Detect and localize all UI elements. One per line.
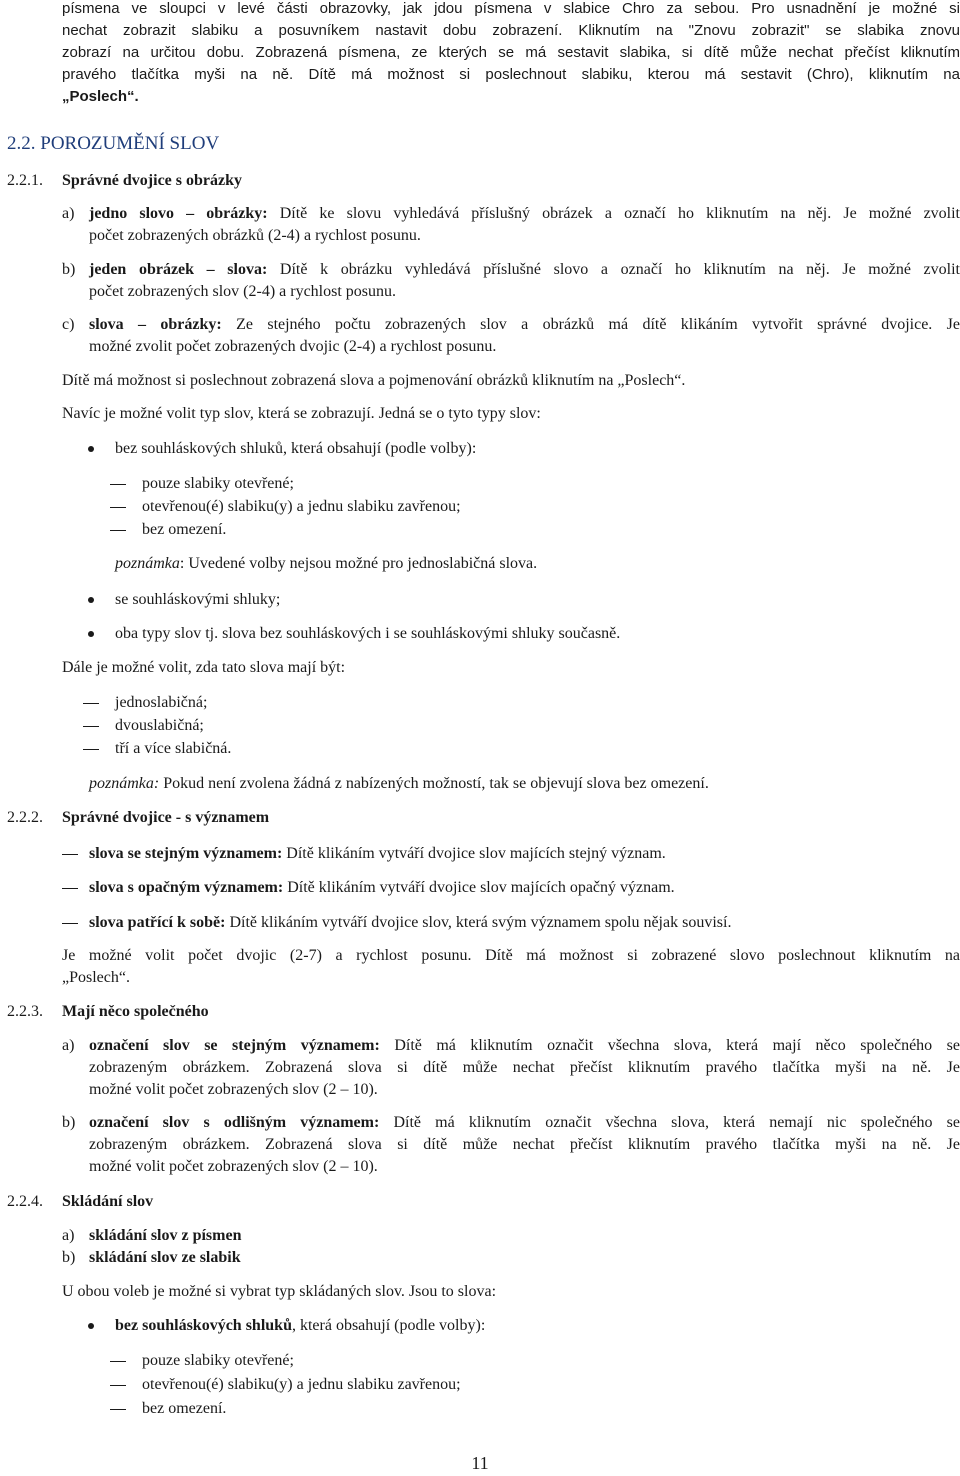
paragraph: Dále je možné volit, zda tato slova mají být: [62,659,346,676]
dash-icon [83,749,99,750]
bullet-bold: bez souhláskových shluků [115,1317,292,1334]
item-text: Dítě klikáním vytváří dvojice slov majících opačný význam. [283,879,675,896]
list-item-b [62,1112,960,1178]
dash-text: pouze slabiky otevřené; [142,1352,294,1369]
item-text: Dítě klikáním vytváří dvojice slov majících stejný význam. [282,845,666,862]
dash-icon [62,888,78,889]
dash-icon [110,1385,126,1386]
intro-line: pravého tlačítka myši na ně. Dítě má možnost si poslechnout slabiku, kterou má sestavit (Chro), kliknutím na [62,66,960,83]
bullet-item [62,438,476,460]
dash-item [62,912,731,934]
bullet-text: se souhláskovými shluky; [115,591,281,608]
intro-line: zobrazí na určitou dobu. Zobrazená písmena, ze kterých se má sestavit slabika, si dítě může nechat přečíst kliknutím [62,44,960,61]
dash-text: bez omezení. [142,521,227,538]
item-bold: jedno slovo – obrázky: [89,205,268,222]
bullet-text: oba typy slov tj. slova bez souhláskových i se souhláskovými shluky současně. [115,625,621,642]
subsection-number: 2.2.1. [7,172,43,189]
dash-icon [83,703,99,704]
bullet-item [62,1315,485,1337]
item-text: počet zobrazených slov (2-4) a rychlost posunu. [89,283,397,300]
subsection-title: Mají něco společného [62,1003,209,1020]
bullet-item [62,623,620,645]
item-bold: slova se stejným významem: [89,845,283,862]
intro-line: „Poslech“. [62,88,139,105]
paragraph: U obou voleb je možné si vybrat typ skládaných slov. Jsou to slova: [62,1283,497,1300]
item-text: zobrazeným obrázkem. Zobrazená slova si dítě může nechat přečíst kliknutím pravého tlačítka myši na ně. Je [89,1136,960,1153]
dash-text: otevřenou(é) slabiku(y) a jednu slabiku zavřenou; [142,498,461,515]
item-text: Ze stejného počtu zobrazených slov a obrázků má dítě klikáním vytvořit správné dvojice. Je [221,316,960,333]
bullet-icon [88,446,94,452]
intro-paragraph [62,0,960,108]
item-text: možné zvolit počet zobrazených dvojic (2-4) a rychlost posunu. [89,338,497,355]
intro-line: nechat zobrazit slabiku a posuvníkem nastavit dobu zobrazení. Kliknutím na "Znovu zobrazit" se slabika znovu [62,22,960,39]
item-bold: označení slov se stejným významem: [89,1037,380,1054]
bullet-item [62,589,280,611]
item-text: počet zobrazených obrázků (2-4) a rychlost posunu. [89,227,421,244]
list-marker: a) [62,205,75,222]
item-text: zobrazeným obrázkem. Zobrazená slova si dítě může nechat přečíst kliknutím pravého tlačítka myši na ně. Je [89,1059,960,1076]
list-marker: b) [62,1249,76,1266]
bullet-text: , která obsahují (podle volby): [291,1317,486,1334]
item-bold: skládání slov z písmen [89,1227,242,1244]
subsection-title: Správné dvojice s obrázky [62,172,242,189]
list-item-a [62,203,960,247]
subsection-title: Správné dvojice - s významem [62,809,270,826]
bullet-icon [88,597,94,603]
subsection-number: 2.2.4. [7,1193,43,1210]
item-bold: označení slov s odlišným významem: [89,1114,380,1131]
subsection-title: Skládání slov [62,1193,154,1210]
item-text: Dítě má kliknutím označit všechna slova, která mají něco společného se [379,1037,960,1054]
dash-icon [62,854,78,855]
item-text: Dítě klikáním vytváří dvojice slov, která svým významem spolu nějak souvisí. [225,914,732,931]
dash-icon [110,1361,126,1362]
item-bold: slova patřící k sobě: [89,914,226,931]
page-number: 11 [471,1453,489,1473]
item-text: Dítě ke slovu vyhledává příslušný obrázek a označí ho kliknutím na něj. Je možné zvolit [267,205,960,222]
section-heading-2-2: 2.2. POROZUMĚNÍ SLOV [7,133,220,154]
list-marker: b) [62,261,76,278]
item-bold: skládání slov ze slabik [89,1249,241,1266]
paragraph-line: Je možné volit počet dvojic (2-7) a rychlost posunu. Dítě má možnost si zobrazené slovo poslechnout kliknutím na [62,947,960,964]
list-marker: b) [62,1114,76,1131]
list-marker: a) [62,1227,75,1244]
dash-item [62,1350,294,1372]
item-bold: slova – obrázky: [89,316,222,333]
dash-icon [110,507,126,508]
dash-icon [110,1409,126,1410]
list-item-c [62,314,960,358]
item-text: možné volit počet zobrazených slov (2 – 10). [89,1081,378,1098]
dash-item [62,473,294,495]
list-item-b [62,1247,960,1269]
note-text: Pokud není zvolena žádná z nabízených možností, tak se objevují slova bez omezení. [159,775,709,792]
list-marker: c) [62,316,75,333]
dash-text: otevřenou(é) slabiku(y) a jednu slabiku zavřenou; [142,1376,461,1393]
dash-item [62,738,231,760]
list-item-b [62,259,960,303]
intro-line: písmena ve sloupci v levé části obrazovky, jak jdou písmena v slabice Chro za sebou. Pro usnadnění je možné si [62,0,960,17]
subsection-number: 2.2.2. [7,809,43,826]
dash-text: bez omezení. [142,1400,227,1417]
dash-item [62,715,204,737]
note [115,553,537,575]
dash-item [62,1398,226,1420]
paragraph-line: „Poslech“. [62,969,130,986]
dash-item [62,877,675,899]
dash-item [62,843,666,865]
dash-item [62,692,207,714]
note-label: poznámka [115,555,180,572]
dash-icon [110,530,126,531]
paragraph: Dítě má možnost si poslechnout zobrazená slova a pojmenování obrázků kliknutím na „Poslech“. [62,372,686,389]
bullet-icon [88,631,94,637]
item-text: možné volit počet zobrazených slov (2 – 10). [89,1158,378,1175]
paragraph [62,945,960,989]
list-item-a [62,1035,960,1101]
subsection-heading-2-2-2 [7,807,269,829]
item-text: Dítě má kliknutím označit všechna slova, která nemají nic společného se [379,1114,960,1131]
dash-item [62,496,461,518]
bullet-icon [88,1323,94,1329]
item-bold: slova s opačným významem: [89,879,284,896]
subsection-number: 2.2.3. [7,1003,43,1020]
dash-item [62,519,226,541]
dash-icon [83,726,99,727]
subsection-heading-2-2-3 [7,1001,209,1023]
note-text: : Uvedené volby nejsou možné pro jednoslabičná slova. [179,555,538,572]
list-item-a [62,1225,960,1247]
dash-icon [62,923,78,924]
dash-text: pouze slabiky otevřené; [142,475,294,492]
dash-text: jednoslabičná; [115,694,208,711]
subsection-heading-2-2-1 [7,170,242,192]
bullet-text: bez souhláskových shluků, která obsahují (podle volby): [115,440,477,457]
subsection-heading-2-2-4 [7,1191,153,1213]
dash-item [62,1374,461,1396]
dash-icon [110,484,126,485]
dash-text: dvouslabičná; [115,717,204,734]
dash-text: tří a více slabičná. [115,740,232,757]
item-bold: jeden obrázek – slova: [89,261,268,278]
paragraph: Navíc je možné volit typ slov, která se zobrazují. Jedná se o tyto typy slov: [62,405,541,422]
item-text: Dítě k obrázku vyhledává příslušné slovo a označí ho kliknutím na něj. Je možné zvolit [267,261,960,278]
note-label: poznámka: [89,775,160,792]
list-marker: a) [62,1037,75,1054]
note [89,773,709,795]
